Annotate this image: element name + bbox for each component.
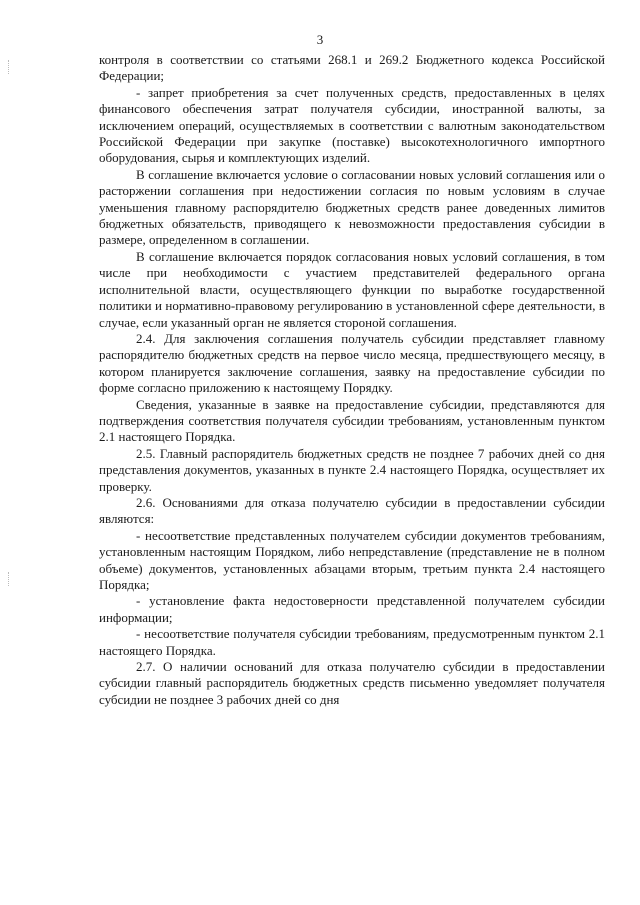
binding-edge-mark — [8, 572, 10, 586]
paragraph: 2.7. О наличии оснований для отказа получателю субсидии в предоставлении субсидии главный распорядитель бюджетных средств письменно уведомляет получателя субсидии не позднее 3 рабочих дней со дня — [99, 659, 605, 707]
binding-edge-mark — [8, 60, 10, 74]
document-body — [99, 52, 605, 708]
paragraph: 2.4. Для заключения соглашения получатель субсидии представляет главному распорядителю бюджетных средств на первое число месяца, предшествующего месяцу, в котором планируется заключение соглашения, заявку на предоставление субсидии по форме согласно приложению к настоящему Порядку. — [99, 330, 605, 396]
paragraph: 2.5. Главный распорядитель бюджетных средств не позднее 7 рабочих дней со дня представления документов, указанных в пункте 2.4 настоящего Порядка, осуществляет их проверку. — [99, 445, 605, 494]
paragraph: В соглашение включается условие о согласовании новых условий соглашения или о расторжении соглашения при недостижении согласия по новым условиям в случае уменьшения главному распорядителю бюджетных средств ранее доведенных лимитов бюджетных обязательств, приводящего к невозможности предоставления субсидии в размере, определенном в соглашении. — [99, 166, 605, 248]
page-number: 3 — [316, 32, 324, 47]
paragraph: - установление факта недостоверности представленной получателем субсидии информации; — [99, 593, 605, 625]
paragraph: - запрет приобретения за счет полученных средств, предоставленных в целях финансового обеспечения затрат получателя субсидии, иностранной валюты, за исключением операций, осуществляемых в соответствии с валютным законодательством Российской Федерации при закупке (поставке) высокотехнологичного импортного оборудования, сырья и комплектующих изделий. — [99, 84, 605, 166]
paragraph: - несоответствие представленных получателем субсидии документов требованиям, установленным настоящим Порядком, либо непредставление (представление не в полном объеме) документов, установленных абзацами вторым, третьим пункта 2.4 настоящего Порядка; — [99, 527, 605, 592]
paragraph: контроля в соответствии со статьями 268.1 и 269.2 Бюджетного кодекса Российской Федерации; — [99, 52, 605, 84]
paragraph: - несоответствие получателя субсидии требованиям, предусмотренным пунктом 2.1 настоящего Порядка. — [99, 626, 605, 658]
paragraph: Сведения, указанные в заявке на предоставление субсидии, представляются для подтверждения соответствия получателя субсидии требованиям, установленным пунктом 2.1 настоящего Порядка. — [99, 396, 605, 445]
paragraph: 2.6. Основаниями для отказа получателю субсидии в предоставлении субсидии являются: — [99, 494, 605, 527]
paragraph: В соглашение включается порядок согласования новых условий соглашения, в том числе при необходимости с участием представителей федерального органа исполнительной власти, осуществляющего функции по выработке государственной политики и нормативно-правовому регулированию в установленной сфере деятельности, в случае, если указанный орган не является стороной соглашения. — [99, 248, 605, 330]
